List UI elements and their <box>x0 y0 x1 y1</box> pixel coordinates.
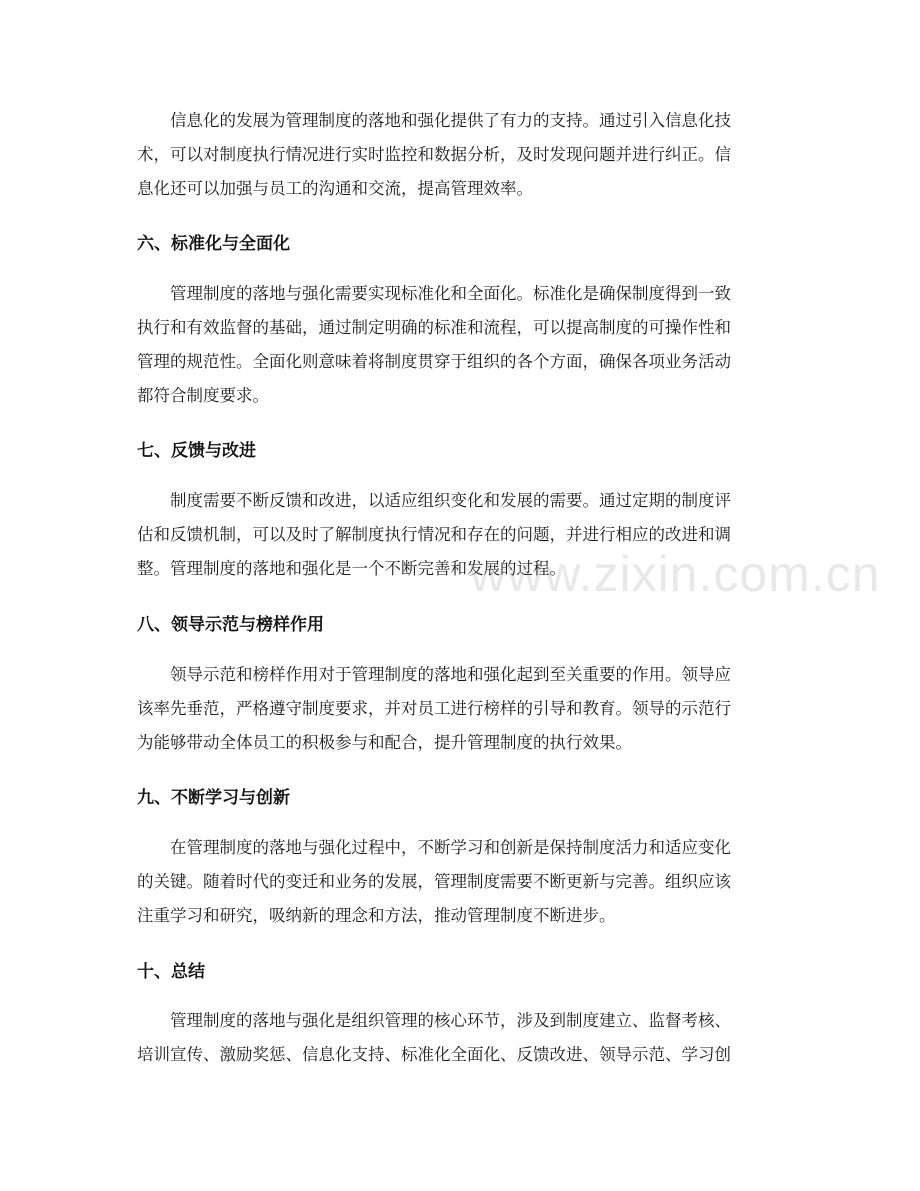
paragraph-line: 都符合制度要求。 <box>137 386 269 405</box>
section-heading-7: 七、反馈与改进 <box>137 441 256 461</box>
section-paragraph-6 <box>137 277 797 413</box>
paragraph-line: 管理制度的落地与强化是组织管理的核心环节，涉及到制度建立、监督考核、 <box>170 1011 731 1030</box>
paragraph-line: 估和反馈机制，可以及时了解制度执行情况和存在的问题，并进行相应的改进和调 <box>137 525 731 544</box>
paragraph-line: 执行和有效监督的基础，通过制定明确的标准和流程，可以提高制度的可操作性和 <box>137 318 731 337</box>
paragraph-line: 在管理制度的落地与强化过程中，不断学习和创新是保持制度活力和适应变化 <box>170 838 731 857</box>
paragraph-line: 该率先垂范，严格遵守制度要求，并对员工进行榜样的引导和教育。领导的示范行 <box>137 699 731 718</box>
paragraph-line: 管理的规范性。全面化则意味着将制度贯穿于组织的各个方面，确保各项业务活动 <box>137 352 731 371</box>
paragraph-line: 术，可以对制度执行情况进行实时监控和数据分析，及时发现问题并进行纠正。信 <box>137 145 731 164</box>
paragraph-line: 注重学习和研究，吸纳新的理念和方法，推动管理制度不断进步。 <box>137 906 616 925</box>
paragraph-line: 制度需要不断反馈和改进，以适应组织变化和发展的需要。通过定期的制度评 <box>170 491 731 510</box>
intro-paragraph <box>137 104 797 206</box>
section-heading-8: 八、领导示范与榜样作用 <box>137 615 324 635</box>
paragraph-line: 管理制度的落地与强化需要实现标准化和全面化。标准化是确保制度得到一致 <box>170 284 731 303</box>
watermark: www.zixin.com.cn <box>470 546 881 602</box>
paragraph-line: 领导示范和榜样作用对于管理制度的落地和强化起到至关重要的作用。领导应 <box>170 665 731 684</box>
section-paragraph-7 <box>137 484 797 586</box>
section-paragraph-8 <box>137 658 797 760</box>
paragraph-line: 的关键。随着时代的变迁和业务的发展，管理制度需要不断更新与完善。组织应该 <box>137 872 731 891</box>
paragraph-line: 信息化的发展为管理制度的落地和强化提供了有力的支持。通过引入信息化技 <box>170 111 731 130</box>
section-heading-6: 六、标准化与全面化 <box>137 234 290 254</box>
section-heading-9: 九、不断学习与创新 <box>137 788 290 808</box>
paragraph-line: 整。管理制度的落地和强化是一个不断完善和发展的过程。 <box>137 559 566 578</box>
section-paragraph-9 <box>137 831 797 933</box>
section-heading-10: 十、总结 <box>137 962 205 982</box>
paragraph-line: 为能够带动全体员工的积极参与和配合，提升管理制度的执行效果。 <box>137 733 632 752</box>
section-paragraph-10 <box>137 1004 797 1072</box>
paragraph-line: 息化还可以加强与员工的沟通和交流，提高管理效率。 <box>137 179 533 198</box>
paragraph-line: 培训宣传、激励奖惩、信息化支持、标准化全面化、反馈改进、领导示范、学习创 <box>137 1045 731 1064</box>
